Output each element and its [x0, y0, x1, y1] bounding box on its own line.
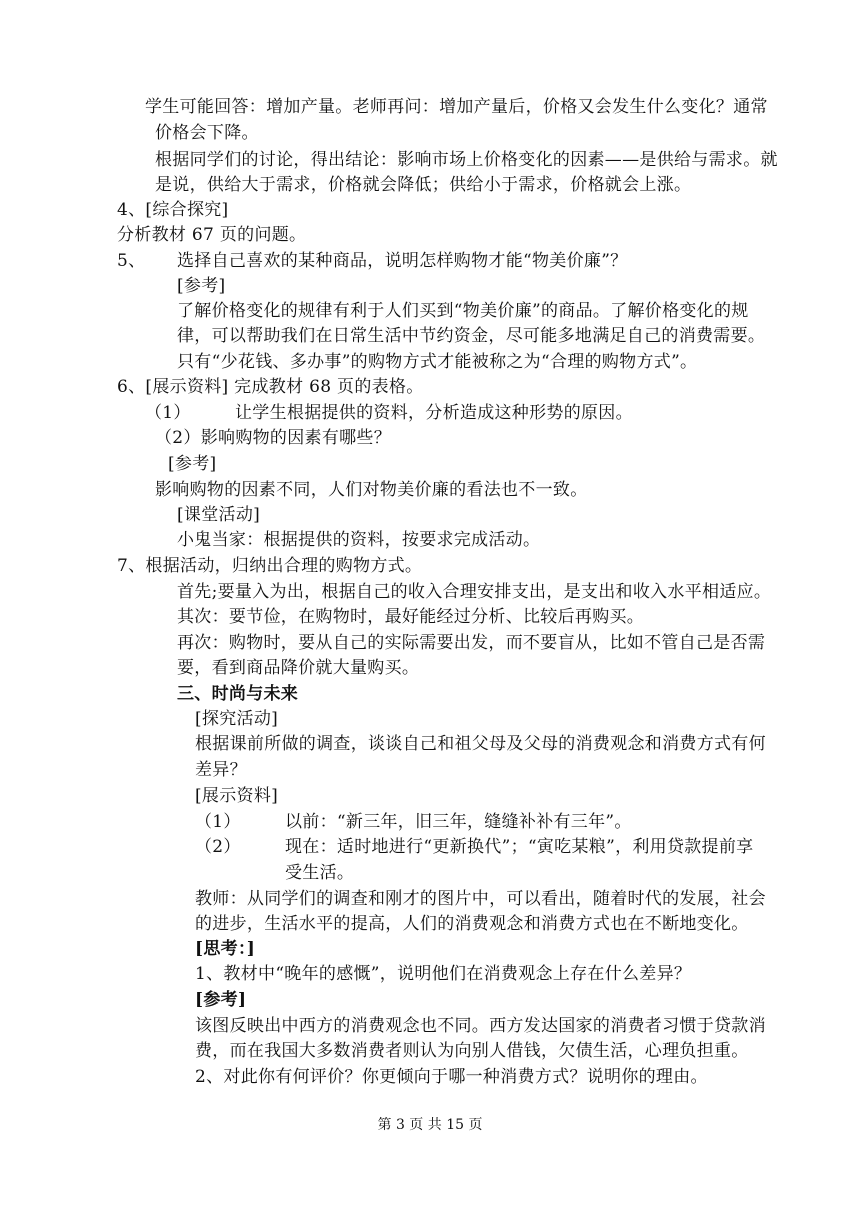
text-line: 现在：适时地进行“更新换代”；“寅吃某粮”，利用贷款提前享 — [285, 837, 754, 857]
text-line: 首先;要量入为出，根据自己的收入合理安排支出，是支出和收入水平相适应。 — [177, 582, 772, 602]
text-line: 以前：“新三年，旧三年，缝缝补补有三年”。 — [285, 812, 632, 832]
text-line: 小鬼当家：根据提供的资料，按要求完成活动。 — [177, 530, 541, 550]
section-heading: 6、[展示资料] 完成教材 68 页的表格。 — [117, 377, 424, 397]
text-line: 律，可以帮助我们在日常生活中节约资金，尽可能多地满足自己的消费需要。 — [177, 326, 766, 346]
text-line: 差异？ — [195, 760, 247, 780]
reference-label: [参考] — [177, 276, 226, 296]
text-line: 是说，供给大于需求，价格就会降低；供给小于需求，价格就会上涨。 — [155, 175, 692, 195]
text-line: 影响购物的因素不同，人们对物美价廉的看法也不一致。 — [155, 480, 588, 500]
text-line: 根据课前所做的调查，谈谈自己和祖父母及父母的消费观念和消费方式有何 — [195, 734, 766, 754]
list-number: （1） — [145, 403, 191, 423]
question-line: 1、教材中“晚年的感慨”，说明他们在消费观念上存在什么差异？ — [195, 964, 692, 984]
question-line: 2、对此你有何评价？你更倾向于哪一种消费方式？说明你的理由。 — [195, 1067, 708, 1087]
reference-label: [参考] — [195, 990, 247, 1010]
section-title: 三、时尚与未来 — [177, 684, 299, 704]
text-line: 价格会下降。 — [155, 123, 259, 143]
activity-label: [探究活动] — [195, 709, 279, 729]
think-label: [思考：] — [195, 939, 256, 959]
text-line: 的进步，生活水平的提高，人们的消费观念和消费方式也在不断地变化。 — [195, 914, 749, 934]
activity-label: [课堂活动] — [177, 505, 261, 525]
text-line: 根据同学们的讨论，得出结论：影响市场上价格变化的因素——是供给与需求。就 — [155, 150, 778, 170]
section-heading: 7、根据活动，归纳出合理的购物方式。 — [117, 556, 423, 576]
section-heading: 4、[综合探究] — [117, 200, 229, 220]
text-line: 该图反映出中西方的消费观念也不同。西方发达国家的消费者习惯于贷款消 — [195, 1016, 766, 1036]
list-number: 5、 — [117, 251, 146, 271]
text-line: 只有“少花钱、多办事”的购物方式才能被称之为“合理的购物方式”。 — [177, 352, 698, 372]
text-line: 教师：从同学们的调查和刚才的图片中，可以看出，随着时代的发展，社会 — [195, 889, 766, 909]
list-number: （1） — [195, 812, 241, 832]
page-footer: 第 3 页 共 15 页 — [377, 1117, 483, 1133]
text-line: 分析教材 67 页的问题。 — [117, 225, 307, 245]
text-line: 费，而在我国大多数消费者则认为向别人借钱，欠债生活，心理负担重。 — [195, 1041, 749, 1061]
activity-label: [展示资料] — [195, 786, 279, 806]
text-line: 学生可能回答：增加产量。老师再问：增加产量后，价格又会发生什么变化？通常 — [145, 97, 768, 117]
text-line: 要，看到商品降价就大量购买。 — [177, 658, 420, 678]
text-line: 了解价格变化的规律有利于人们买到“物美价廉”的商品。了解价格变化的规 — [177, 301, 749, 321]
text-line: 让学生根据提供的资料，分析造成这种形势的原因。 — [235, 403, 633, 423]
reference-label: [参考] — [168, 454, 217, 474]
text-line: 选择自己喜欢的某种商品，说明怎样购物才能“物美价廉”？ — [177, 251, 628, 271]
text-line: 受生活。 — [285, 863, 355, 883]
list-number: （2） — [195, 837, 241, 857]
text-line: 再次：购物时，要从自己的实际需要出发，而不要盲从，比如不管自己是否需 — [177, 633, 766, 653]
text-line: 其次：要节俭，在购物时，最好能经过分析、比较后再购买。 — [177, 607, 645, 627]
text-line: （2）影响购物的因素有哪些？ — [155, 428, 392, 448]
